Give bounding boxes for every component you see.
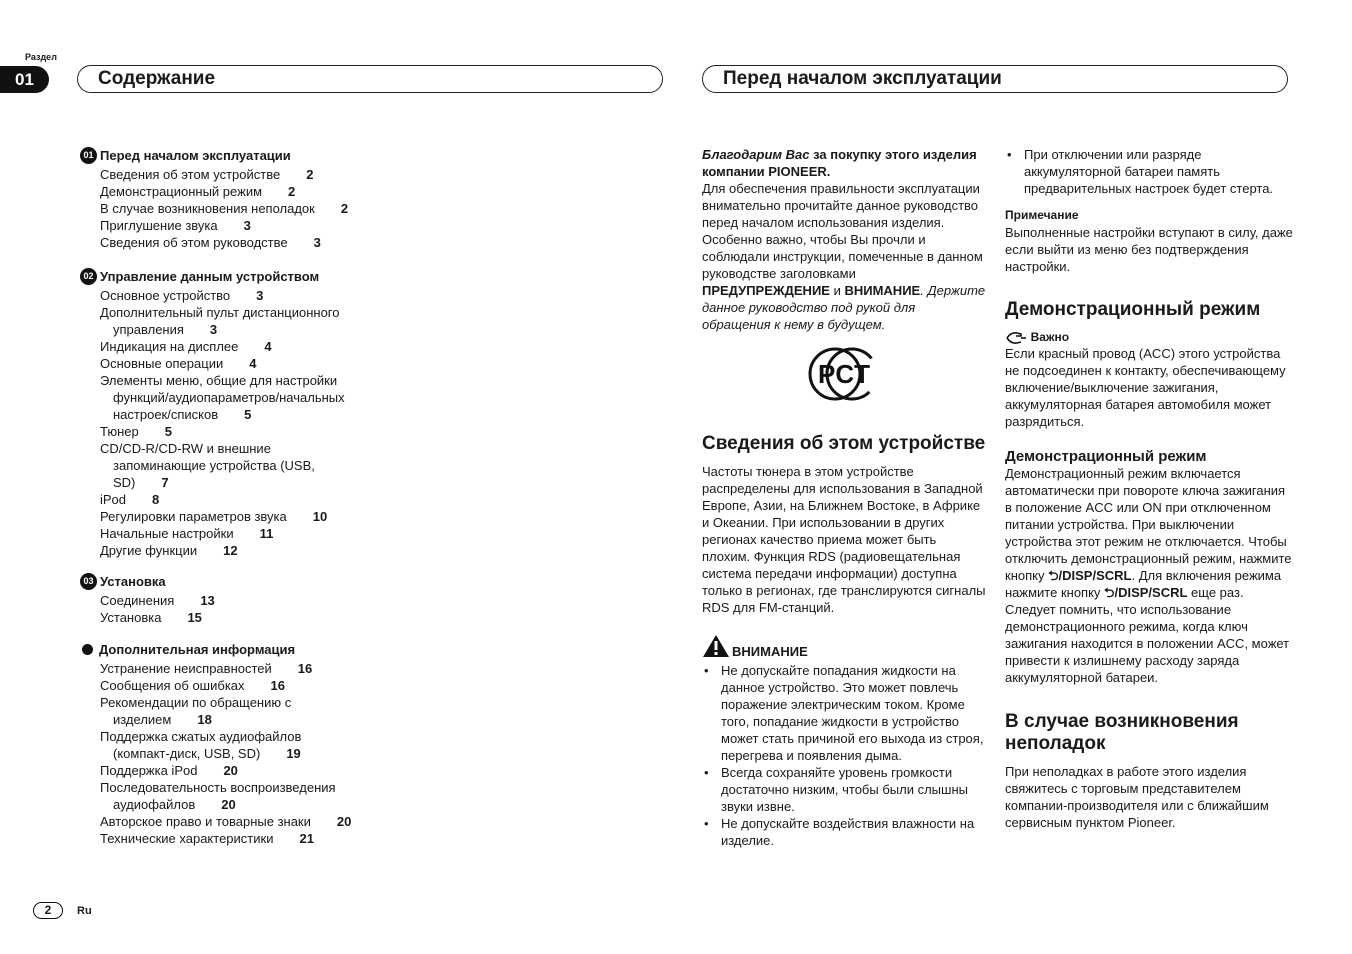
toc-entry-text: Дополнительный пульт дистанционного — [100, 305, 340, 320]
toc-entry-text: Тюнер — [100, 424, 139, 439]
toc-entry-text: Рекомендации по обращению с — [100, 695, 292, 710]
toc-section-label: Установка — [100, 574, 166, 589]
toc-section-label: Управление данным устройством — [100, 269, 320, 284]
toc-entry[interactable] — [100, 592, 215, 609]
toc-section-badge: 03 — [80, 573, 97, 590]
page-number: 2 — [33, 902, 63, 919]
warning-triangle-icon — [702, 634, 730, 658]
toc-entry-text: запоминающие устройства (USB, — [113, 458, 315, 473]
battery-bullet: • При отключении или разряде аккумуляторной батареи память предварительных настроек будет стерта. — [1005, 146, 1293, 197]
note-label: Примечание — [1005, 208, 1079, 222]
toc-entry-page: 4 — [264, 339, 272, 354]
toc-entry[interactable] — [100, 762, 238, 779]
toc-entry-page: 3 — [256, 288, 264, 303]
demo-body — [1005, 465, 1293, 686]
toc-entry[interactable] — [100, 491, 159, 508]
toc-entry[interactable] — [113, 796, 236, 813]
toc-entry-text: Последовательность воспроизведения — [100, 780, 336, 795]
toc-entry[interactable] — [113, 711, 212, 728]
demo-heading: Демонстрационный режим — [1005, 299, 1261, 320]
caution-list — [702, 662, 986, 849]
toc-entry-page: 18 — [197, 712, 212, 727]
intro-body: Для обеспечения правильности эксплуатации внимательно прочитайте данное руководство перед началом использования изделия. Особенно важно, чтобы Вы прочли и соблюдали инструкции, помеченные в данном руководстве заголовками — [702, 181, 983, 281]
toc-entry-page: 16 — [270, 678, 285, 693]
toc-entry-page: 16 — [297, 661, 313, 676]
toc-entry-text: управления — [113, 322, 184, 337]
toc-entry-text: Соединения — [100, 593, 175, 608]
toc-entry-page: 3 — [313, 235, 321, 250]
toc-entry[interactable] — [100, 779, 336, 796]
toc-entry-page: 4 — [249, 356, 257, 371]
intro-italic-tail: . Держите данное руководство под рукой для обращения к нему в будущем. — [702, 283, 986, 332]
toc-entry[interactable] — [100, 660, 312, 677]
toc-entry-page: 13 — [200, 593, 215, 608]
toc-entry-text: Авторское право и товарные знаки — [100, 814, 311, 829]
caution-block — [702, 634, 986, 849]
toc-entry-page: 20 — [336, 814, 352, 829]
toc-entry-page: 2 — [306, 167, 314, 182]
important-line — [1005, 328, 1293, 345]
pct-logo — [806, 345, 882, 408]
disp-scrl-button-2 — [1104, 585, 1187, 600]
toc-entry-page: 12 — [223, 543, 238, 558]
caution-label: ВНИМАНИЕ — [732, 644, 808, 659]
right-column — [1005, 146, 1293, 831]
return-arrow-icon: ⮌ — [1104, 585, 1115, 600]
toc-entry[interactable] — [100, 166, 313, 183]
toc-entry[interactable] — [100, 217, 251, 234]
intro-thanks-rest: за покупку этого изделия компании PIONEER. — [702, 147, 977, 179]
logo-letter: PCT — [818, 359, 870, 389]
toc-entry-page: 8 — [152, 492, 160, 507]
intro-thanks-italic: Благодарим Вас — [702, 147, 810, 162]
toc-entry-page: 7 — [161, 475, 169, 490]
section-label: Раздел — [25, 52, 57, 62]
toc-entry-text: В случае возникновения неполадок — [100, 201, 315, 216]
toc-entry-text: Другие функции — [100, 543, 198, 558]
toc-entry[interactable] — [100, 287, 263, 304]
trouble-heading: В случае возникновения неполадок — [1005, 711, 1239, 754]
toc-entry-text: Технические характеристики — [100, 831, 274, 846]
demo-body-part3: еще раз. Следует помнить, что использование демонстрационного режима, когда ключ зажигания находится в положении ACC, может привести к излишнему расходу заряда аккумуляторной батареи. — [1005, 585, 1290, 685]
intro-bold-warning: ПРЕДУПРЕЖДЕНИЕ — [702, 283, 830, 298]
toc-section-badge: 01 — [80, 147, 97, 164]
toc-section-title — [80, 641, 295, 658]
toc-entry-text: изделием — [113, 712, 172, 727]
toc-entry[interactable] — [100, 304, 340, 321]
caution-item: • Не допускайте попадания жидкости на данное устройство. Это может повлечь поражение электрическим током. Кроме того, попадание жидкости в устройство может стать причиной его выхода из строя, перегрева и появления дыма. — [702, 662, 986, 764]
toc-entry-page: 20 — [221, 797, 236, 812]
disp-scrl-button-1 — [1048, 568, 1131, 583]
toc-entry[interactable] — [100, 338, 272, 355]
toc-entry-page: 3 — [243, 218, 251, 233]
toc-entry-text: аудиофайлов — [113, 797, 196, 812]
button-label-2: /DISP/SCRL — [1114, 585, 1188, 600]
language-code: Ru — [77, 905, 92, 917]
toc-entry-text: Сведения об этом устройстве — [100, 167, 281, 182]
toc-entry[interactable] — [100, 525, 273, 542]
toc-section-title — [80, 573, 166, 590]
return-arrow-icon: ⮌ — [1048, 568, 1059, 583]
toc-entry-text: SD) — [113, 475, 136, 490]
toc-entry[interactable] — [100, 508, 327, 525]
toc-entry-page: 10 — [312, 509, 328, 524]
chapter-header: Перед началом эксплуатации — [702, 65, 1288, 93]
toc-entry[interactable] — [100, 830, 314, 847]
toc-entry-page: 11 — [259, 526, 274, 541]
toc-section-label: Перед началом эксплуатации — [100, 148, 291, 163]
toc-entry[interactable] — [113, 745, 301, 762]
intro-block — [702, 146, 986, 333]
caution-item: • Всегда сохраняйте уровень громкости достаточно низким, чтобы были слышны звуки извне. — [702, 764, 986, 815]
toc-entry[interactable] — [100, 355, 256, 372]
toc-entry[interactable] — [100, 200, 348, 217]
toc-entry-text: Приглушение звука — [100, 218, 218, 233]
toc-section-title — [80, 147, 291, 164]
toc-entry-page: 19 — [286, 746, 301, 761]
important-hand-icon — [1005, 331, 1027, 345]
demo-body-part1: Демонстрационный режим включается автоматически при повороте ключа зажигания в положение ACC или ON при отключенном питании устройства. При выключении устройства этот режим не отключается. Чтобы отключить демонстрационный режим, нажмите кнопку — [1005, 466, 1292, 583]
toc-entry-text: CD/CD-R/CD-RW и внешние — [100, 441, 271, 456]
toc-entry-text: Элементы меню, общие для настройки — [100, 373, 338, 388]
toc-section-dot-icon — [82, 644, 93, 655]
device-body: Частоты тюнера в этом устройстве распределены для использования в Западной Европе, Азии, на Ближнем Востоке, в Африке и Океании. При использовании в других регионах качество приема может быть плохим. Функция RDS (радиовещательная система передачи информации) доступна только в регионах, где транслируются сигналы RDS для FM-станций. — [702, 464, 986, 615]
toc-entry-text: Установка — [100, 610, 162, 625]
toc-entry[interactable] — [100, 372, 337, 389]
intro-bold-caution: ВНИМАНИЕ — [844, 283, 921, 298]
toc-entry[interactable] — [113, 321, 217, 338]
important-label: Важно — [1030, 330, 1070, 344]
toc-entry-text: Поддержка iPod — [100, 763, 198, 778]
toc-entry[interactable] — [113, 389, 345, 406]
toc-entry[interactable] — [100, 813, 351, 830]
toc-entry-page: 15 — [187, 610, 202, 625]
note-body: Выполненные настройки вступают в силу, даже если выйти из меню без подтверждения настройки. — [1005, 225, 1293, 274]
button-label-1: /DISP/SCRL — [1058, 568, 1132, 583]
toc-entry[interactable] — [113, 406, 251, 423]
toc-entry-page: 2 — [340, 201, 349, 216]
toc-entry-page: 20 — [223, 763, 238, 778]
toc-entry-page: 21 — [299, 831, 314, 846]
toc-entry-text: iPod — [100, 492, 127, 507]
toc-entry-text: Начальные настройки — [100, 526, 234, 541]
toc-entry[interactable] — [100, 728, 301, 745]
toc-entry-text: Сведения об этом руководстве — [100, 235, 288, 250]
toc-entry[interactable] — [100, 677, 285, 694]
toc-section-title — [80, 268, 319, 285]
toc-entry-text: Основные операции — [100, 356, 224, 371]
section-number: 01 — [0, 66, 49, 93]
toc-entry[interactable] — [100, 183, 295, 200]
toc-entry-text: Поддержка сжатых аудиофайлов — [100, 729, 302, 744]
toc-entry[interactable] — [100, 440, 271, 457]
toc-entry-text: Сообщения об ошибках — [100, 678, 245, 693]
toc-entry[interactable] — [113, 457, 315, 474]
toc-entry-text: (компакт-диск, USB, SD) — [113, 746, 261, 761]
toc-header: Содержание — [77, 65, 663, 93]
toc-entry-page: 3 — [209, 322, 218, 337]
toc-section-label: Дополнительная информация — [99, 642, 296, 657]
device-heading: Сведения об этом устройстве — [702, 433, 986, 454]
device-block — [702, 433, 986, 616]
toc-entry[interactable] — [100, 694, 291, 711]
toc-entry-text: функций/аудиопараметров/начальных — [113, 390, 345, 405]
toc-section-badge: 02 — [80, 268, 97, 285]
toc-entry-page: 5 — [244, 407, 252, 422]
demo-subheading: Демонстрационный режим — [1005, 448, 1207, 465]
toc-entry-page: 2 — [288, 184, 296, 199]
toc-entry[interactable] — [100, 609, 202, 626]
toc-entry[interactable] — [113, 474, 169, 491]
important-body: Если красный провод (ACC) этого устройства не подсоединен к контакту, обеспечивающему включение/выключение зажигания, аккумуляторная батарея автомобиля может разрядиться. — [1005, 346, 1286, 429]
intro-and: и — [829, 283, 845, 298]
toc-entry[interactable] — [100, 234, 321, 251]
trouble-body: При неполадках в работе этого изделия свяжитесь с торговым представителем компании-производителя или с ближайшим сервисным пунктом Pioneer. — [1005, 764, 1269, 830]
toc-entry-text: Регулировки параметров звука — [100, 509, 287, 524]
caution-item: • Не допускайте воздействия влажности на изделие. — [702, 815, 986, 849]
toc-entry[interactable] — [100, 423, 172, 440]
toc-entry-text: Основное устройство — [100, 288, 231, 303]
demo-body-part2: . Для включения режима нажмите кнопку — [1005, 568, 1282, 600]
pct-certification-icon — [806, 345, 882, 403]
toc-entry-page: 5 — [164, 424, 172, 439]
toc-entry-text: Устранение неисправностей — [100, 661, 272, 676]
toc-entry-text: Демонстрационный режим — [100, 184, 263, 199]
toc-entry-text: настроек/списков — [113, 407, 219, 422]
toc-entry-text: Индикация на дисплее — [100, 339, 239, 354]
toc-entry[interactable] — [100, 542, 238, 559]
